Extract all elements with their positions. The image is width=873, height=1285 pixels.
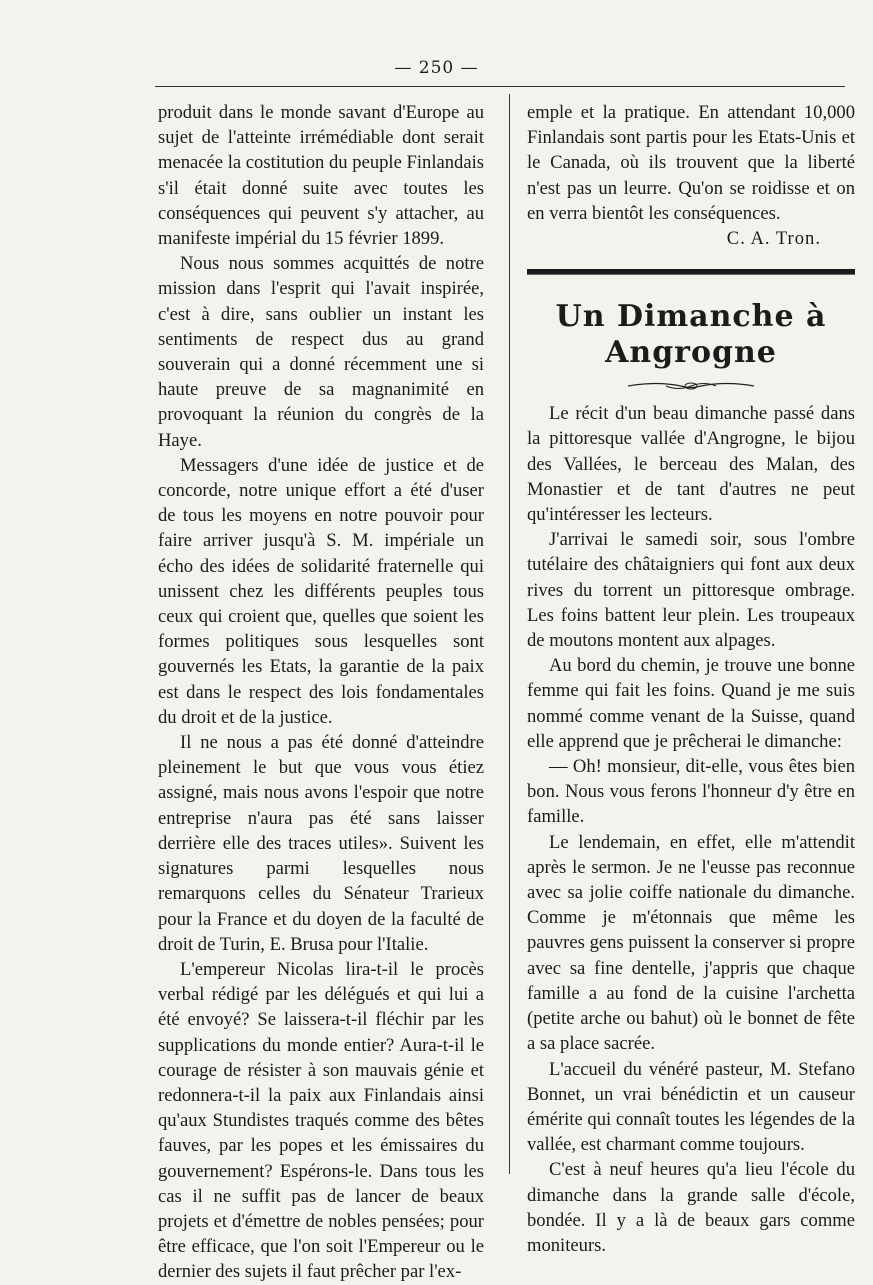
- paragraph: Le récit d'un beau dimanche passé dans la pittoresque vallée d'Angrogne, le bijou des Vallées, le berceau des Malan, des Monastier et de tant d'autres ne peut qu'intéresser les lecteurs.: [527, 403, 855, 526]
- paragraph: Au bord du chemin, je trouve une bonne femme qui fait les foins. Quand je me suis nommé comme venant de la Suisse, quand elle apprend que je prêcherai le dimanche:: [527, 655, 855, 752]
- paragraph-continuation: emple et la pratique. En attendant 10,000 Finlandais sont partis pour les Etats-Unis et le Canada, où ils trouvent que la liberté n'est pas un leurre. Qu'on se roidisse et on en verra bientôt les conséquences.: [527, 102, 855, 224]
- column-divider: [509, 94, 510, 1174]
- paragraph: produit dans le monde savant d'Europe au sujet de l'atteinte irrémédiable dont serait menacée la costitution du peuple Finlandais s'il était donné suite avec toutes les conséquences qui peuvent s'y attacher, au manifeste impérial du 15 février 1899.: [158, 102, 484, 250]
- section-divider-rule: [527, 269, 855, 275]
- paragraph: Nous nous sommes acquittés de notre mission dans l'esprit qui l'avait inspirée, c'est à dire, sans oublier un instant les sentiments de respect dus au grand souverain qui a donné récemment une si haute preuve de sa magnanimité en provoquant la réunion du congrès de la Haye.: [158, 253, 484, 451]
- right-column: [527, 100, 855, 1258]
- article-title: Un Dimanche à Angrogne: [555, 299, 827, 371]
- paragraph: L'empereur Nicolas lira-t-il le procès verbal rédigé par les délégués et qui lui a été envoyé? Se laissera-t-il fléchir par les supplications du monde entier? Aura-t-il le courage de résister à son mauvais génie et redonnera-t-il la paix aux Finlandais ainsi qu'aux Stundistes traqués comme des bêtes fauves, par les popes et les émissaires du gouvernement? Espérons-le. Dans tous les cas il ne suffit pas de lancer de beaux projets et d'émettre de nobles pensées; pour être efficace, que l'on soit l'Empereur ou le dernier des sujets il faut prêcher par l'ex-: [158, 958, 484, 1283]
- signature: C. A. Tron.: [726, 228, 821, 250]
- page-number: — 250 —: [394, 58, 479, 78]
- paragraph: Il ne nous a pas été donné d'atteindre pleinement le but que vous vous étiez assigné, mais nous avons l'espoir que notre entreprise n'aura pas été sans laisser derrière elle des traces utiles». Suivent les signatures parmi lesquelles nous remarquons celles du Sénateur Trarieux pour la France et du doyen de la faculté de droit de Turin, E. Brusa pour l'Italie.: [158, 732, 484, 955]
- flourish-ornament-icon: [626, 379, 756, 393]
- left-column: [158, 100, 484, 1285]
- paragraph: Le lendemain, en effet, elle m'attendit après le sermon. Je ne l'eusse pas reconnue avec sa jolie coiffe nationale du dimanche. Comme je m'étonnais que même les pauvres gens puissent la conserver si propre avec sa fine dentelle, j'appris que chaque famille a au fond de la cuisine l'archetta (petite arche ou bahut) où le bonnet de fête a sa place sacrée.: [527, 831, 855, 1055]
- paragraph: L'accueil du vénéré pasteur, M. Stefano Bonnet, un vrai bénédictin et un causeur émérite qui connaît toutes les légendes de la vallée, est charmant comme toujours.: [527, 1058, 855, 1156]
- paragraph: J'arrivai le samedi soir, sous l'ombre tutélaire des châtaigniers qui font aux deux rives du torrent un pittoresque ombrage. Les foins battent leur plein. Les troupeaux de moutons montent aux alpages.: [527, 529, 855, 652]
- paragraph: C'est à neuf heures qu'a lieu l'école du dimanche dans la grande salle d'école, bondée. Il y a là de beaux gars comme moniteurs.: [527, 1159, 855, 1256]
- header-rule: [155, 86, 845, 87]
- paragraph: — Oh! monsieur, dit-elle, vous êtes bien bon. Nous vous ferons l'honneur d'y être en famille.: [527, 756, 855, 828]
- paragraph: Messagers d'une idée de justice et de concorde, notre unique effort a été d'user de tous les moyens en notre pouvoir pour faire arriver jusqu'à S. M. impériale un écho des idées de solidarité fraternelle qui unissent chez les différents peuples tous ceux qui croient que, quelles que soient les formes politiques sous lesquelles sont gouvernés les Etats, la garantie de la paix est dans le respect des lois fondamentales du droit et de la justice.: [158, 454, 484, 728]
